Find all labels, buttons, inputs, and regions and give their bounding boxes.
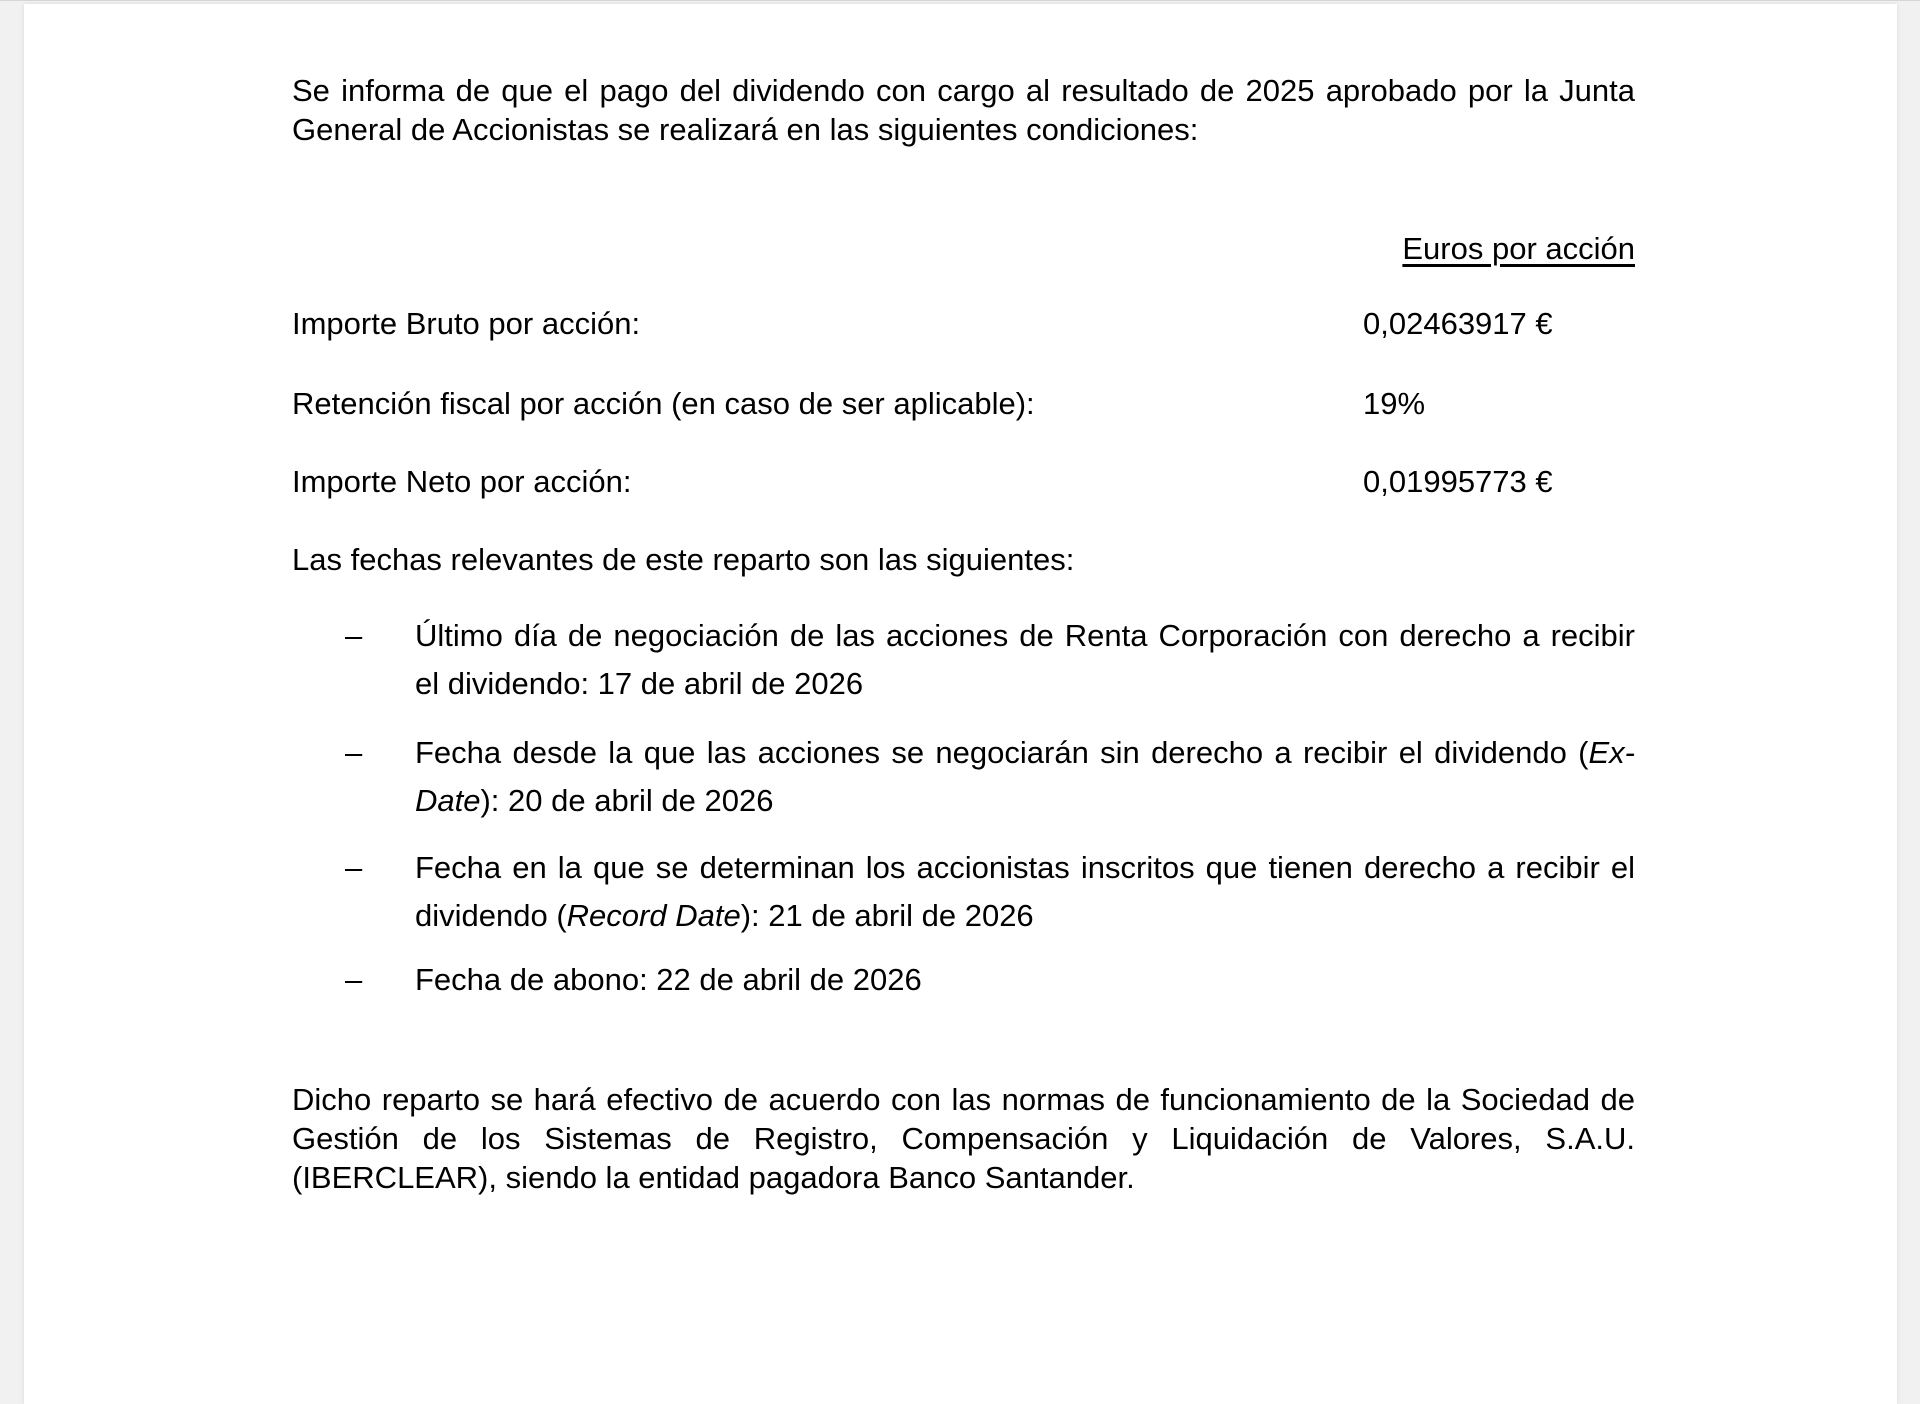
record-date-term: Record Date — [566, 898, 741, 933]
dash-bullet-marker: – — [345, 850, 363, 885]
withholding-label: Retención fiscal por acción (en caso de ser aplicable): — [292, 386, 1035, 421]
list-item — [292, 956, 1635, 1004]
list-item — [292, 729, 1635, 825]
record-date-text-suffix: ): 21 de abril de 2026 — [740, 898, 1034, 933]
list-item — [292, 612, 1635, 708]
euros-per-share-header: Euros por acción — [1402, 231, 1635, 266]
net-amount-label: Importe Neto por acción: — [292, 464, 632, 499]
last-trading-day-text: Último día de negociación de las acciones de Renta Corporación con derecho a recibir el dividendo: 17 de abril de 2026 — [415, 618, 1635, 701]
table-column-header — [292, 229, 1635, 268]
dates-intro-paragraph: Las fechas relevantes de este reparto son las siguientes: — [292, 542, 1075, 577]
table-row — [292, 304, 1635, 343]
dash-bullet-marker: – — [345, 618, 363, 653]
payment-date-text: Fecha de abono: 22 de abril de 2026 — [415, 962, 922, 997]
withholding-value: 19% — [1363, 386, 1426, 421]
list-item — [292, 844, 1635, 940]
net-amount-value: 0,01995773 € — [1363, 464, 1553, 499]
table-row — [292, 462, 1635, 501]
document-page — [24, 4, 1897, 1404]
intro-paragraph: Se informa de que el pago del dividendo con cargo al resultado de 2025 aprobado por la Junta General de Accionistas se realizará en las siguientes condiciones: — [292, 73, 1635, 147]
table-row — [292, 384, 1635, 423]
closing-paragraph: Dicho reparto se hará efectivo de acuerdo con las normas de funcionamiento de la Sociedad de Gestión de los Sistemas de Registro, Compensación y Liquidación de Valores, S.A.U. (IBERCLEAR), siendo la entidad pagadora Banco Santander. — [292, 1082, 1635, 1195]
viewer-top-edge — [0, 0, 1920, 1]
dash-bullet-marker: – — [345, 962, 363, 997]
ex-date-text-suffix: ): 20 de abril de 2026 — [480, 783, 774, 818]
dash-bullet-marker: – — [345, 735, 363, 770]
gross-amount-label: Importe Bruto por acción: — [292, 306, 641, 341]
record-date-text-prefix: Fecha en la que se determinan los accionistas inscritos que tienen derecho a recibir el dividendo ( — [415, 850, 1635, 933]
ex-date-text-prefix: Fecha desde la que las acciones se negociarán sin derecho a recibir el dividendo ( — [415, 735, 1589, 770]
ex-date-term: Ex-Date — [415, 735, 1635, 818]
gross-amount-value: 0,02463917 € — [1363, 306, 1553, 341]
